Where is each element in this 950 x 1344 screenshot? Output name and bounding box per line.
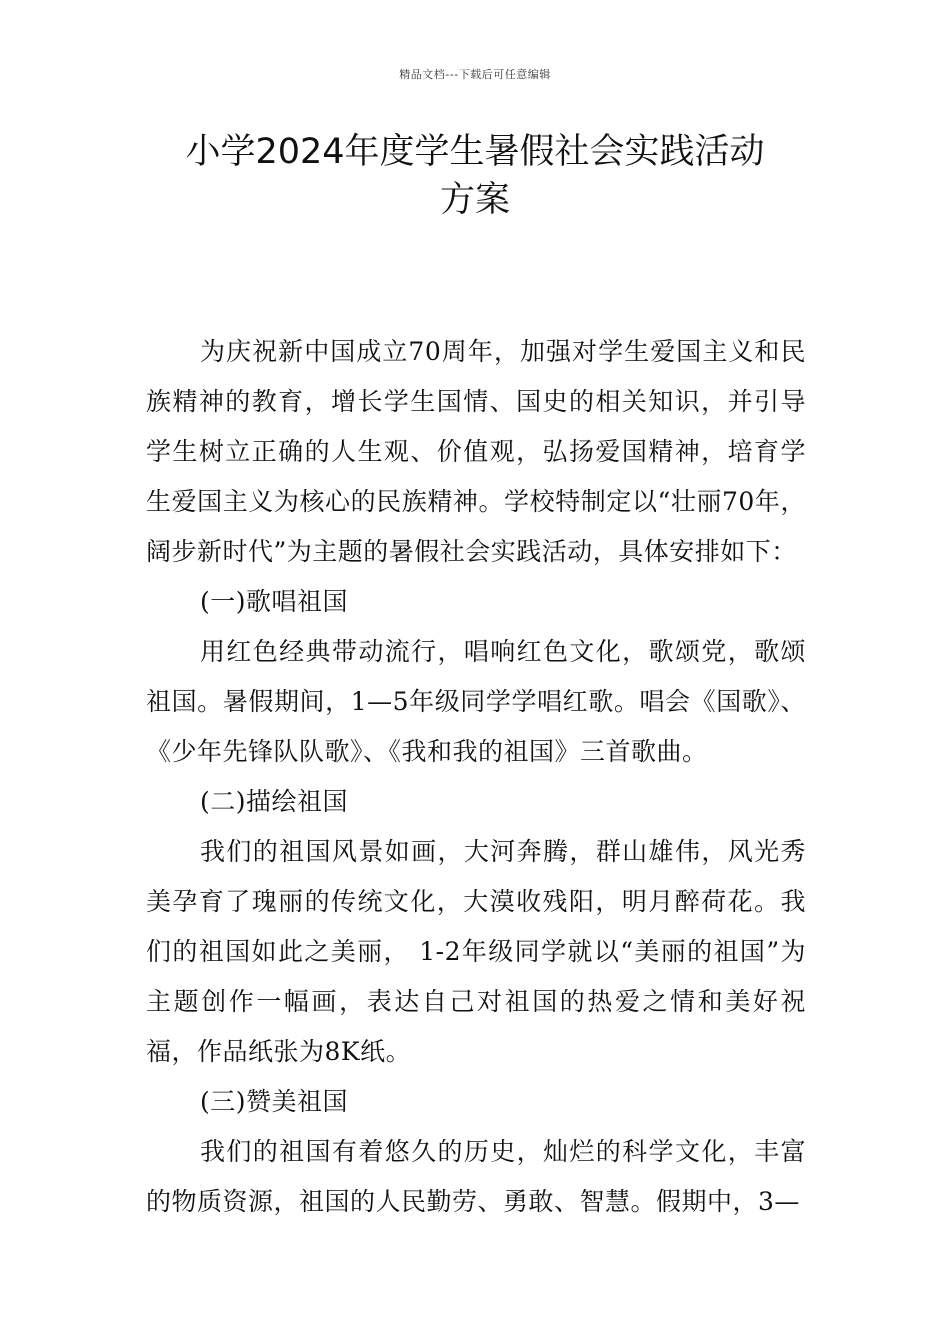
paragraph-sing: 用红色经典带动流行，唱响红色文化，歌颂党，歌颂祖国。暑假期间，1—5年级同学学唱红歌。唱会《国歌》、《少年先锋队队歌》、《我和我的祖国》三首歌曲。	[146, 637, 806, 766]
section-heading-draw: (二)描绘祖国	[200, 787, 349, 816]
document-title-line-1: 小学2024年度学生暑假社会实践活动	[185, 132, 765, 172]
paragraph-praise: 我们的祖国有着悠久的历史，灿烂的科学文化，丰富的物质资源，祖国的人民勤劳、勇敢、智慧。假期中，3—	[146, 1137, 806, 1216]
document-title-line-2: 方案	[439, 180, 510, 220]
document-title	[150, 128, 800, 224]
section-heading-sing: (一)歌唱祖国	[200, 587, 349, 616]
document-body	[146, 327, 806, 1227]
paragraph-draw: 我们的祖国风景如画，大河奔腾，群山雄伟，风光秀美孕育了瑰丽的传统文化，大漠收残阳，明月醉荷花。我们的祖国如此之美丽， 1-2年级同学就以“美丽的祖国”为主题创作一幅画，表达自己对祖国的热爱之情和美好祝福，作品纸张为8K纸。	[146, 837, 806, 1066]
header-note: 精品文档---下载后可任意编辑	[399, 68, 551, 81]
paragraph-intro: 为庆祝新中国成立70周年，加强对学生爱国主义和民族精神的教育，增长学生国情、国史的相关知识，并引导学生树立正确的人生观、价值观，弘扬爱国精神，培育学生爱国主义为核心的民族精神。学校特制定以“壮丽70年，阔步新时代”为主题的暑假社会实践活动，具体安排如下：	[146, 337, 806, 566]
section-heading-praise: (三)赞美祖国	[200, 1087, 349, 1116]
